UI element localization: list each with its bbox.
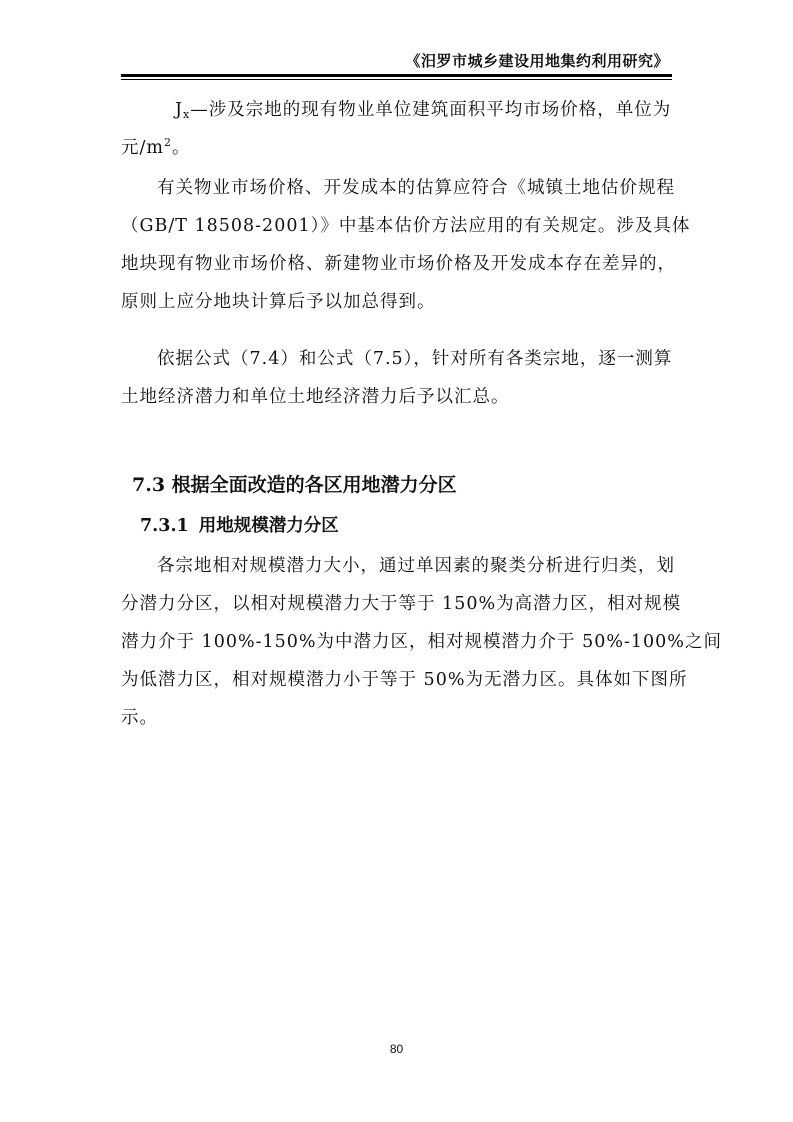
text-line: 示。: [121, 708, 158, 728]
text-line: 地块现有物业市场价格、新建物业市场价格及开发成本存在差异的，: [121, 254, 676, 274]
document-title: 《汨罗市城乡建设用地集约利用研究》: [405, 52, 669, 70]
jx-line-2: [121, 129, 672, 167]
jx-symbol: J: [175, 100, 184, 120]
subsection-heading: [140, 512, 339, 537]
paragraph-jx-definition: [121, 91, 672, 167]
unit-text: 元/m: [121, 138, 164, 158]
paragraph-standard: [121, 169, 691, 321]
section-heading: 7.3 根据全面改造的各区用地潜力分区: [132, 474, 457, 496]
header-rule-thick: [121, 74, 672, 77]
text-line: 潜力介于 100%-150%为中潜力区，相对规模潜力介于 50%-100%之间: [121, 632, 722, 652]
text-line: 有关物业市场价格、开发成本的估算应符合《城镇土地估价规程: [157, 178, 675, 198]
paragraph-partition: [121, 547, 722, 737]
text-line: （GB/T 18508-2001）》中基本估价方法应用的有关规定。涉及具体: [121, 216, 691, 236]
text-line: 为低潜力区，相对规模潜力小于等于 50%为无潜力区。具体如下图所: [121, 670, 688, 690]
unit-end: 。: [172, 138, 191, 158]
text-line: 土地经济潜力和单位土地经济潜力后予以汇总。: [121, 387, 510, 407]
page-number: 80: [389, 1042, 404, 1056]
text-line: 依据公式（7.4）和公式（7.5），针对所有各类宗地，逐一测算: [157, 349, 673, 369]
text-line: 各宗地相对规模潜力大小，通过单因素的聚类分析进行归类，划: [157, 556, 675, 576]
jx-description: —涉及宗地的现有物业单位建筑面积平均市场价格，单位为: [190, 100, 672, 120]
header-rule-thin: [121, 79, 672, 80]
paragraph-formula: [121, 340, 672, 416]
text-line: 分潜力分区，以相对规模潜力大于等于 150%为高潜力区，相对规模: [121, 594, 682, 614]
jx-line-1: [121, 91, 672, 129]
unit-superscript: 2: [164, 136, 172, 149]
subsection-number: 7.3.1: [140, 516, 189, 536]
text-line: 原则上应分地块计算后予以加总得到。: [121, 292, 436, 312]
subsection-title: 用地规模潜力分区: [198, 516, 339, 536]
jx-subscript: x: [183, 108, 191, 121]
